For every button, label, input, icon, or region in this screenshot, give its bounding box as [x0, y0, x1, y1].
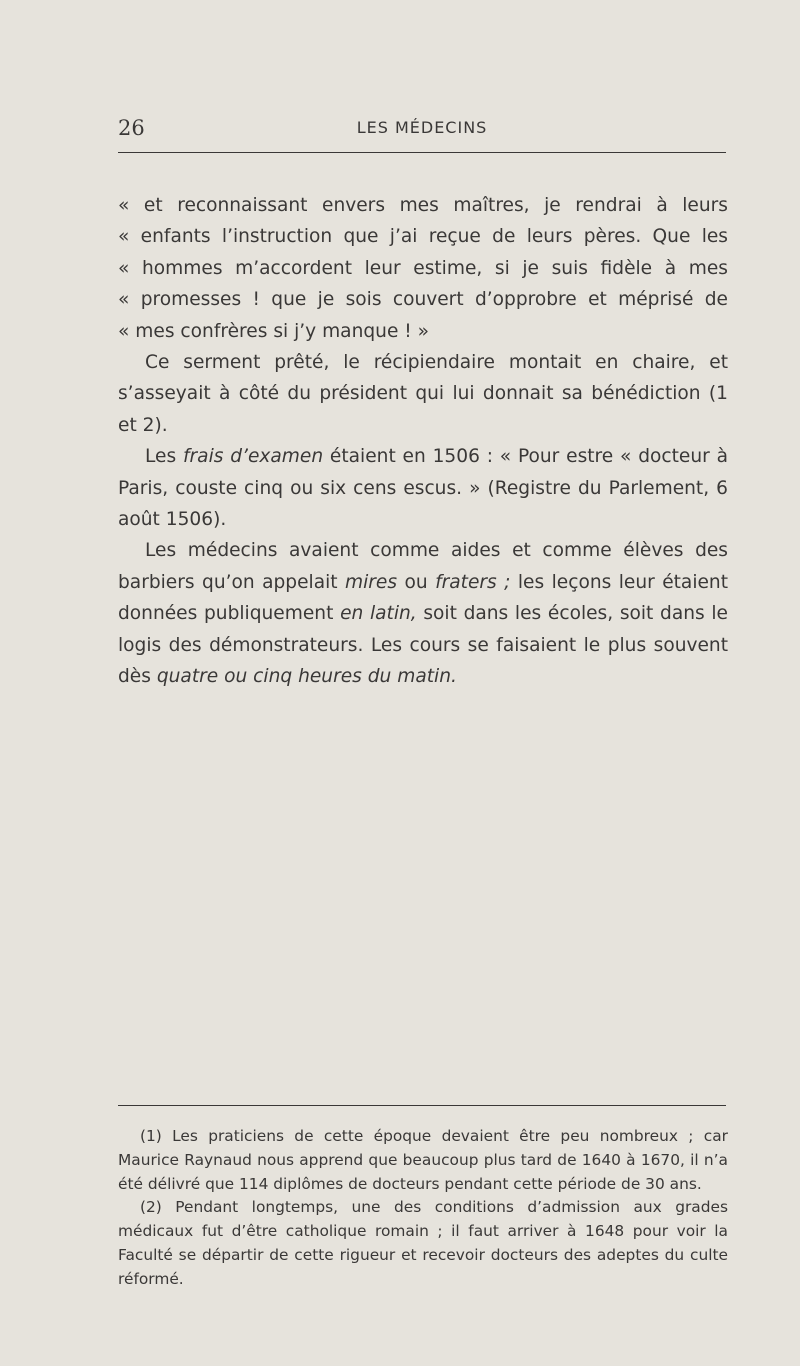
header-rule: [118, 152, 726, 153]
paragraph-medecins: [118, 535, 728, 692]
text-run: Les médecins avaient comme aides et comme élèves des barbiers qu’on appelait: [118, 540, 728, 593]
footnote-rule: [118, 1105, 726, 1106]
text-run: ou: [397, 571, 436, 593]
text-run: Les: [145, 446, 183, 468]
text-run: soit dans les écoles, soit dans le logis des démonstrateurs. Les cours se faisaient le plus souvent dès: [118, 603, 728, 688]
text-run: les leçons leur étaient données publiquement: [118, 571, 728, 625]
oath-line: « mes confrères si j’y manque ! »: [118, 320, 430, 342]
paragraph-frais: [118, 441, 728, 535]
italic-run: frais d’examen: [182, 446, 324, 468]
main-text: [118, 190, 728, 693]
page-number: 26: [118, 116, 145, 140]
oath-quote: [118, 190, 728, 347]
oath-line: « enfants l’instruction que j’ai reçue de leurs pères. Que les: [118, 226, 728, 248]
running-title: LES MÉDECINS: [356, 118, 488, 137]
footnote-2: (2) Pendant longtemps, une des conditions d’admission aux grades médicaux fut d’être catholique romain ; il faut arriver à 1648 pour voir la Faculté se départir de cette rigueur et recevoir docteurs des adeptes du culte réformé.: [118, 1198, 728, 1288]
footnotes: [118, 1125, 728, 1292]
page-header: [118, 116, 726, 142]
italic-run: en latin,: [340, 603, 417, 625]
oath-line: « et reconnaissant envers mes maîtres, je rendrai à leurs: [118, 195, 728, 216]
footnote-1: (1) Les praticiens de cette époque devaient être peu nombreux ; car Maurice Raynaud nous apprend que beaucoup plus tard de 1640 à 1670, il n’a été délivré que 114 diplômes de docteurs pendant cette période de 30 ans.: [118, 1127, 728, 1193]
italic-run: mires: [345, 571, 398, 593]
oath-line: « promesses ! que je sois couvert d’opprobre et méprisé de: [118, 289, 728, 311]
italic-run: fraters ;: [435, 571, 511, 593]
italic-run: quatre ou cinq heures du matin.: [156, 666, 457, 688]
oath-line: « hommes m’accordent leur estime, si je suis fidèle à mes: [118, 257, 728, 279]
text-run: étaient en 1506 : « Pour estre « docteur à Paris, couste cinq ou six cens escus. » (Registre du Parlement, 6 août 1506).: [118, 446, 728, 531]
paragraph-serment: Ce serment prêté, le récipiendaire montait en chaire, et s’asseyait à côté du président qui lui donnait sa bénédiction (1 et 2).: [118, 352, 728, 436]
